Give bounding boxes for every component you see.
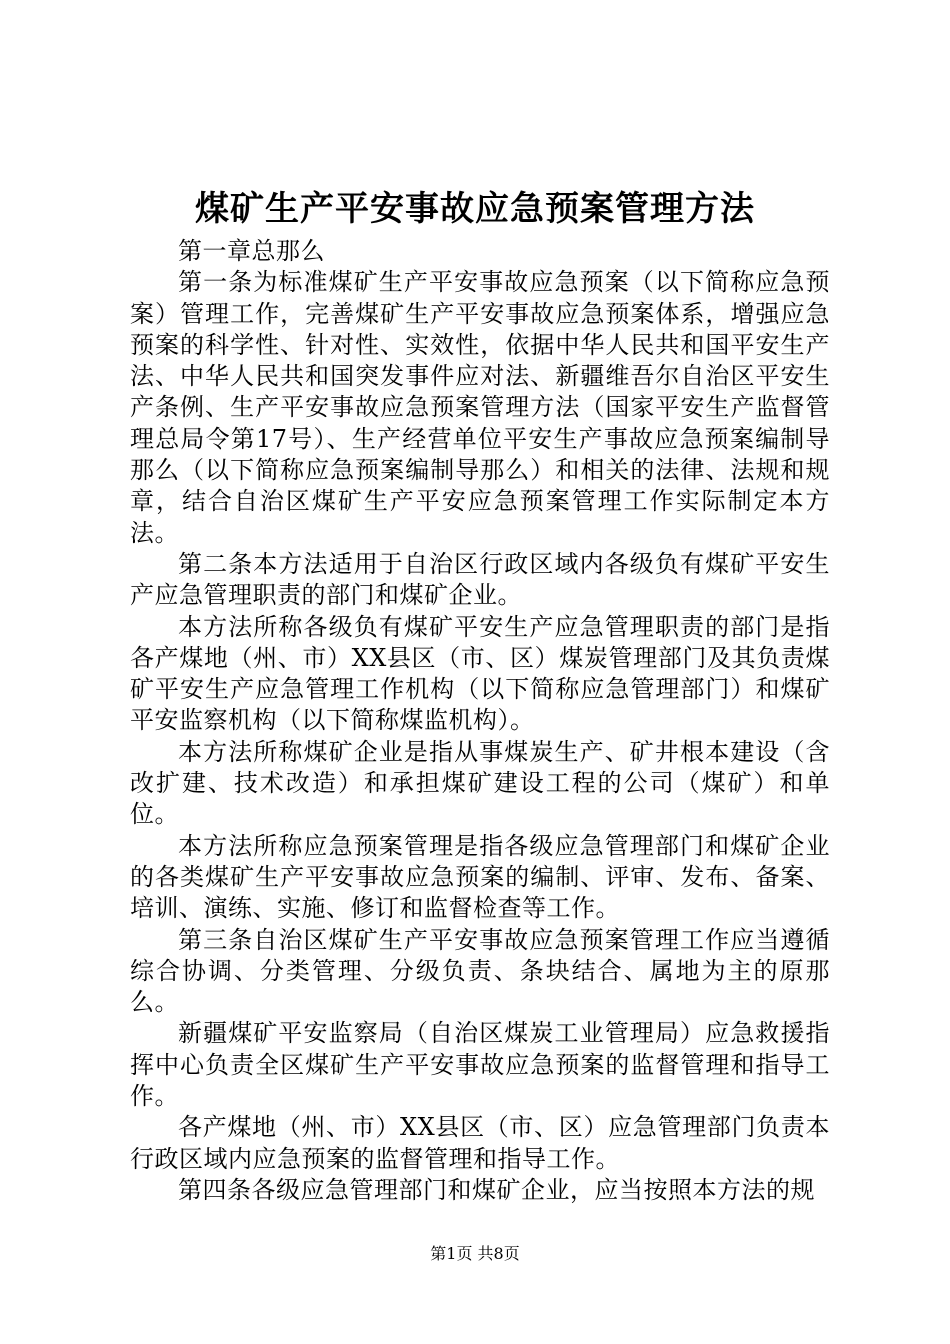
paragraph-definition-plan-management: 本方法所称应急预案管理是指各级应急管理部门和煤矿企业的各类煤矿生产平安事故应急预案的编制、评审、发布、备案、培训、演练、实施、修订和监督检查等工作。 bbox=[130, 831, 830, 923]
document-title: 煤矿生产平安事故应急预案管理方法 bbox=[195, 189, 755, 229]
paragraph-article-3: 第三条自治区煤矿生产平安事故应急预案管理工作应当遵循综合协调、分类管理、分级负责、条块结合、属地为主的原那么。 bbox=[130, 925, 830, 1017]
paragraph-article-4: 第四条各级应急管理部门和煤矿企业，应当按照本方法的规 bbox=[178, 1175, 815, 1204]
document-body bbox=[130, 236, 830, 1206]
paragraph-chapter-heading: 第一章总那么 bbox=[178, 237, 325, 265]
paragraph-definition-departments: 本方法所称各级负有煤矿平安生产应急管理职责的部门是指各产煤地（州、市）XX县区（市、区）煤炭管理部门及其负责煤矿平安生产应急管理工作机构（以下简称应急管理部门）和煤矿平安监察机构（以下简称煤监机构）。 bbox=[130, 612, 830, 735]
paragraph-xinjiang-bureau: 新疆煤矿平安监察局（自治区煤炭工业管理局）应急救援指挥中心负责全区煤矿生产平安事故应急预案的监督管理和指导工作。 bbox=[130, 1019, 830, 1111]
paragraph-article-1: 第一条为标准煤矿生产平安事故应急预案（以下简称应急预案）管理工作，完善煤矿生产平安事故应急预案体系，增强应急预案的科学性、针对性、实效性，依据中华人民共和国平安生产法、中华人民共和国突发事件应对法、新疆维吾尔自治区平安生产条例、生产平安事故应急预案管理方法（国家平安生产监督管理总局令第17号）、生产经营单位平安生产事故应急预案编制导那么（以下简称应急预案编制导那么）和相关的法律、法规和规章，结合自治区煤矿生产平安应急预案管理工作实际制定本方法。 bbox=[130, 268, 830, 547]
paragraph-article-2: 第二条本方法适用于自治区行政区域内各级负有煤矿平安生产应急管理职责的部门和煤矿企业。 bbox=[130, 549, 830, 610]
page-number-footer: 第1页 共8页 bbox=[430, 1244, 520, 1263]
paragraph-definition-enterprises: 本方法所称煤矿企业是指从事煤炭生产、矿井根本建设（含改扩建、技术改造）和承担煤矿建设工程的公司（煤矿）和单位。 bbox=[130, 737, 830, 829]
paragraph-local-departments: 各产煤地（州、市）XX县区（市、区）应急管理部门负责本行政区域内应急预案的监督管理和指导工作。 bbox=[130, 1113, 830, 1173]
